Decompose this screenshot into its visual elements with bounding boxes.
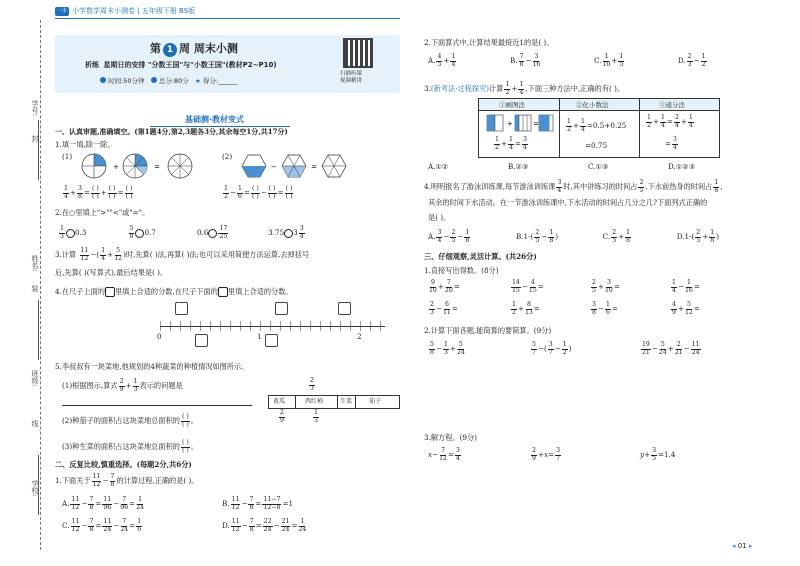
q23-title: 3.(新考法·过程探究)计算 $\frac{1}{2}$ + $\frac{1}{4}$ ,下面三种方法中,正确的有( )。	[424, 81, 625, 96]
q4-line: 4.在尺子上面的 里填上合适的分数,在尺子下面的 里填上合适的分数。	[55, 287, 293, 296]
section-1-title: 一、认真审题,准确填空。(第1题4分,第2,3题各3分,其余每空1分,共17分)	[55, 127, 288, 136]
section-3-title: 三、仔细观察,灵活计算。(共26分)	[424, 252, 537, 261]
q22-option-b[interactable]: B. $\frac{7}{8}$ − $\frac{3}{16}$	[509, 53, 541, 68]
side-zhuang: 装	[31, 285, 39, 292]
qr-caption: 扫描听课 视频精讲	[340, 71, 363, 84]
side-blank-2[interactable]	[38, 300, 39, 360]
veg-lettuce: 生菜	[340, 398, 353, 405]
binding-line	[40, 20, 41, 550]
q21-title: 1.下面关于 $\frac{11}{12}$ − $\frac{7}{8}$ 的计算过程,正确的是( )。	[55, 473, 199, 488]
q22-title: 2.下面算式中,计算结果最接近1的是( )。	[424, 38, 554, 47]
q24-line1: 4.明明报名了游泳训练课,每节游泳训练课 $\frac{3}{4}$ 时,其中讲练习的时间占 $\frac{2}{5}$ ,下水前热身的时间占 $\frac{1}{8}$ ,	[424, 179, 723, 194]
prev-page-icon[interactable]: ◂	[732, 542, 736, 550]
ruler-box-top[interactable]	[275, 302, 288, 315]
q31-row2	[590, 302, 618, 316]
qr-code	[343, 38, 373, 68]
week-title: 第 1 周 周末小测	[150, 42, 238, 55]
hexagon-3	[322, 155, 346, 177]
page-number: ◂ 01 ▸	[732, 542, 753, 550]
q32-items	[530, 342, 571, 356]
q1-part1-expr: $\frac{1}{4}$ + $\frac{3}{8}$ = $\frac{( )}{( )}$ + $\frac{( )}{( )}$ = $\frac{( )}{( )}$	[64, 185, 133, 200]
q2-title: 2.在○里填上">""<"或"="。	[55, 208, 150, 217]
q1-title: 1.填一填,除一除。	[55, 140, 115, 149]
q23-option-d[interactable]: D.①②③	[668, 162, 696, 171]
q24-line2: 其余的时间下水活动。在一节游泳训练课中,下水活动的时间占几分之几?下面列式正确的	[428, 198, 708, 207]
side-line: 线	[31, 420, 39, 427]
calc-item[interactable]: $\frac{2}{3}$ − $\frac{6}{11}$ =	[430, 301, 458, 316]
ruler-label-1: 1	[257, 332, 262, 341]
q23-option-a[interactable]: A.①②	[428, 162, 449, 171]
score-icon	[151, 77, 157, 83]
q32-items	[640, 342, 702, 356]
answer-box[interactable]	[105, 287, 115, 297]
veg-divider	[355, 396, 356, 408]
q1-hexagons	[236, 150, 376, 182]
calc-item[interactable]: $\frac{5}{8}$ − $\frac{1}{3}$ + $\frac{5}{24}$	[430, 341, 465, 356]
section-2-title: 二、反复比较,慎重选择。(每题2分,共6分)	[55, 460, 192, 469]
compare-circle[interactable]	[284, 229, 293, 238]
methods-col-divider	[559, 99, 560, 157]
q31-title: 1.直接写出得数。(8分)	[424, 266, 499, 275]
q2-items: $\frac{1}{3}$ 0.3 $\frac{5}{8}$ 0.7 0.6 $\frac{17}{25}$ 3.75 3 $\frac{3}{4}$	[60, 225, 304, 240]
veg-cucumber: 黄瓜	[273, 398, 286, 405]
q5-3: (3)种生菜的面积占这块菜地总面积的 $\frac{( )}{( )}$ 。	[62, 439, 198, 454]
ruler-box-bottom[interactable]	[265, 334, 278, 347]
next-page-icon[interactable]: ▸	[748, 542, 753, 550]
method-decimal-result: =0.75	[585, 141, 608, 150]
svg-text:=: =	[311, 163, 317, 171]
q5-title: 5.李叔叔有一块菜地,他规划的4种蔬菜的种植情况如图所示。	[55, 362, 249, 371]
method-drawing-title: ①画图法	[499, 101, 525, 109]
q31-row1	[670, 280, 700, 294]
veg-tomato: 西红柿	[305, 398, 324, 405]
q33-title: 3.解方程。(9分)	[424, 433, 477, 442]
methods-table	[478, 98, 720, 158]
method-lcd-expr: $\frac{1}{2}$ + $\frac{1}{4}$ = $\frac{2}{4}$ + $\frac{1}{4}$	[647, 114, 693, 129]
q24-line3: 是( )。	[428, 213, 451, 222]
calc-item[interactable]: $\frac{5}{7}$ −( $\frac{3}{7}$ − $\frac{1}{2}$ )	[532, 341, 572, 356]
ruler-box-top[interactable]	[175, 302, 188, 315]
analysis-row: 析练 星期日的安排 "分数王国"与"小数王国"(教材P2~P10)	[85, 61, 277, 69]
veg-divider	[295, 396, 296, 408]
ruler-box-top[interactable]	[338, 302, 351, 315]
q32-title: 2.计算下面各题,能简算的要简算。(9分)	[424, 326, 552, 335]
hexagon-2	[282, 155, 306, 177]
method-lcd-result: = $\frac{3}{4}$	[665, 136, 677, 151]
svg-text:+: +	[507, 120, 513, 128]
q33-eq3[interactable]: y+ $\frac{3}{5}$ =1.4	[640, 447, 676, 462]
svg-text:−: −	[271, 163, 277, 171]
svg-text:=: =	[154, 163, 160, 171]
method-lcd-title: ③通分法	[659, 101, 685, 109]
q21-option-a[interactable]: A. $\frac{11}{12}$ − $\frac{7}{8}$ = $\frac{11}{96}$ − $\frac{7}{96}$ = $\frac{1}{24}$	[62, 496, 145, 511]
hexagon-1	[242, 155, 266, 177]
q24-option-a[interactable]: A. $\frac{3}{4}$ − $\frac{2}{5}$ − $\frac{1}{8}$	[428, 229, 470, 244]
q31-row1	[428, 280, 460, 294]
method-drawing-expr: $\frac{1}{2}$ + $\frac{1}{4}$ = $\frac{3}{4}$	[495, 136, 527, 151]
q23-options	[428, 162, 695, 171]
veg-frac-top: $\frac{2}{3}$	[310, 377, 314, 392]
side-label-school: 学校:	[31, 480, 39, 497]
q1-part2-label: (2)	[222, 152, 233, 161]
q3-line1: 3.计算 $\frac{11}{12}$ −( $\frac{1}{4}$ + $\frac{5}{12}$ )时,先算( )法,再算( )法;也可以采用简便方法运算,去掉括号	[55, 247, 310, 262]
q21-option-c[interactable]: C. $\frac{11}{12}$ − $\frac{7}{8}$ = $\frac{11}{24}$ − $\frac{7}{24}$ = $\frac{1}{6}$	[62, 518, 142, 533]
veg-divider	[337, 396, 338, 408]
calc-item[interactable]: $\frac{3}{8}$ − $\frac{1}{6}$ =	[592, 301, 618, 316]
q5-2: (2)种茄子的面积占这块菜地总面积的 $\frac{( )}{( )}$ 。	[62, 413, 198, 428]
side-label-class: 班级:	[31, 370, 39, 387]
side-label-id: 学号:	[31, 100, 39, 117]
veg-strip	[268, 395, 400, 409]
calc-item[interactable]: $\frac{9}{10}$ + $\frac{7}{20}$ =	[429, 279, 460, 294]
svg-text:+: +	[113, 163, 119, 171]
week-number-badge: 1	[163, 43, 177, 57]
veg-frac-bot2: $\frac{1}{3}$	[314, 409, 318, 424]
compare-circle[interactable]	[66, 229, 75, 238]
methods-col-divider	[639, 99, 640, 157]
q31-row1	[590, 280, 620, 294]
q24-option-d[interactable]: D.1-( $\frac{2}{5}$ + $\frac{1}{8}$ )	[676, 229, 720, 244]
q24-option-b[interactable]: B.1-( $\frac{2}{5}$ − $\frac{1}{8}$ )	[515, 229, 559, 244]
header-rule	[55, 18, 400, 19]
method-drawing-figure	[485, 113, 555, 135]
method-decimal-expr: $\frac{1}{2}$ + $\frac{1}{4}$ =0.5+0.25	[567, 118, 627, 133]
q31-row1	[510, 280, 544, 294]
veg-eggplant: 茄子	[369, 398, 382, 405]
q1-part1-label: (1)	[62, 152, 73, 161]
q23-option-c[interactable]: C.①③	[588, 162, 609, 171]
q22-option-c[interactable]: C. $\frac{1}{10}$ + $\frac{1}{5}$	[593, 53, 624, 68]
q21-option-b[interactable]: B. $\frac{11}{12}$ − $\frac{7}{8}$ = $\frac{11-7}{12-8}$ =1	[222, 496, 294, 511]
q31-row2	[670, 302, 700, 316]
q5-1-blank[interactable]	[62, 405, 252, 406]
q33-eq1[interactable]: x− $\frac{7}{12}$ = $\frac{3}{4}$	[428, 447, 460, 462]
clock-icon	[100, 77, 106, 83]
ruler-ticks	[160, 321, 385, 331]
q23-option-b[interactable]: B.②③	[507, 162, 529, 171]
method-decimal-title: ②化小数法	[576, 101, 609, 109]
circle-eighths	[123, 154, 147, 178]
ruler	[155, 302, 395, 348]
compare-circle[interactable]	[208, 229, 217, 238]
svg-text:=: =	[533, 120, 539, 128]
circle-quarters	[82, 154, 106, 178]
q24-option-c[interactable]: C. $\frac{2}{5}$ + $\frac{1}{8}$	[602, 229, 631, 244]
side-label-name: 姓名:	[31, 255, 39, 272]
time-row: 时间:50分钟 总分:80分 ★ 得分:______	[100, 77, 238, 85]
q31-row2	[510, 302, 540, 316]
circle-empty	[168, 154, 192, 178]
q5-1: (1)根据图示,算式 $\frac{2}{9}$ + $\frac{1}{3}$ 表示的问题是	[62, 378, 183, 393]
basic-test-title: 基础测·教材变式	[185, 115, 245, 124]
veg-frac-bot1: $\frac{2}{9}$	[280, 409, 284, 424]
q31-row2	[428, 302, 458, 316]
calc-item[interactable]: $\frac{2}{5}$ + $\frac{3}{10}$ =	[592, 279, 620, 294]
side-seal: 封	[31, 135, 39, 142]
ruler-label-0: 0	[157, 332, 162, 341]
week-banner	[55, 35, 400, 93]
q22-option-d[interactable]: D. $\frac{2}{3}$ − $\frac{1}{2}$	[677, 53, 706, 68]
calc-item[interactable]: $\frac{4}{9}$ + $\frac{5}{12}$ =	[672, 301, 700, 316]
answer-box[interactable]	[218, 287, 228, 297]
calc-item[interactable]: $\frac{1}{4}$ − $\frac{1}{16}$ =	[672, 279, 700, 294]
q22-option-a[interactable]: A. $\frac{4}{5}$ + $\frac{1}{4}$	[428, 53, 456, 68]
q1-circles	[80, 150, 210, 182]
ruler-box-bottom[interactable]	[195, 334, 208, 347]
q32-items	[428, 342, 466, 356]
star-icon: ★	[195, 77, 201, 85]
q33-eq2[interactable]: $\frac{2}{9}$ +x= $\frac{3}{7}$	[532, 447, 560, 462]
side-blank-3[interactable]	[38, 455, 39, 515]
series-badge: 一本	[56, 8, 67, 14]
side-blank-1[interactable]	[38, 120, 39, 180]
ruler-label-2: 2	[357, 332, 362, 341]
q21-option-d[interactable]: D. $\frac{11}{12}$ − $\frac{7}{8}$ = $\frac{22}{24}$ − $\frac{21}{24}$ = $\frac{1}{24}$	[222, 518, 307, 533]
q24-options	[428, 230, 719, 244]
calc-item[interactable]: $\frac{1}{2}$ + $\frac{8}{13}$ =	[512, 301, 540, 316]
calc-item[interactable]: $\frac{19}{21}$ − $\frac{5}{24}$ + $\frac{2}{21}$ − $\frac{11}{24}$	[642, 341, 700, 356]
q3-line2: 后,先算( )(写算式),最后结果是( )。	[55, 268, 168, 277]
q1-part2-expr: $\frac{1}{2}$ − $\frac{1}{6}$ = $\frac{( )}{( )}$ − $\frac{( )}{( )}$ = $\frac{( )}{( )}$	[224, 185, 293, 200]
series-title: 小学数学周末小测卷 | 五年级下册 BS版	[72, 7, 196, 15]
calc-item[interactable]: $\frac{14}{15}$ − $\frac{4}{15}$ =	[512, 279, 544, 294]
q22-options	[428, 54, 788, 68]
